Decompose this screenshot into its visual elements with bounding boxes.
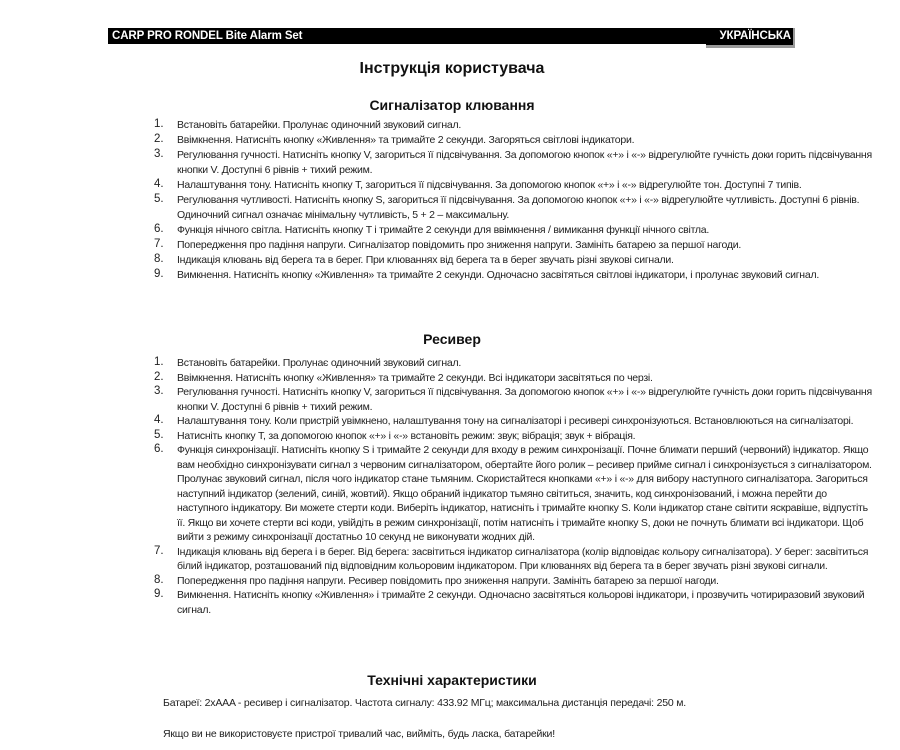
instruction-item [108, 268, 872, 283]
language-field [706, 28, 795, 48]
instruction-text: Вимкнення. Натисніть кнопку «Живлення» та тримайте 2 секунди. Одночасно засвітяться світлові індикатори, і пролунає звуковий сигнал. [177, 269, 819, 281]
instruction-text: Ввімкнення. Натисніть кнопку «Живлення» та тримайте 2 секунди. Всі індикатори засвітяться по черзі. [177, 371, 653, 384]
section-heading-receiver: Ресивер [423, 331, 481, 347]
instruction-item [108, 148, 872, 178]
instruction-text: Функція синхронізації. Натисніть кнопку S і тримайте 2 секунди для входу в режим синхронізації. Почне блимати перший (червоний) індикатор. Якщо вам необхідно синхронізувати сигнал з червоним сигналізатором, обертайте його ролик – ресивер прийме сигнал і синхронізується з сигналізатором. Пролунає звуковий сигнал, після чого індикатор стане тьмяним. Скористайтеся кнопками «+» і «-» для вибору наступного сигналізатора. Загориться наступний індикатор (зелений, синій, жовтий). Якщо обраний індикатор тьмяно світиться, значить, код синхронізований, і можна перейти до наступного індикатору. Ви можете стерти коди. Виберіть індикатор, натисніть і тримайте кнопку S. Коли індикатор стане світити яскравіше, відпустіть її. Якщо ви хочете стерти всі коди, увійдіть в режим синхронізації, потім натисніть і тримайте кнопку S, доки не почнуть блимати всі індикатори. Щоб вийти з режиму синхронізації достатньо 10 секунд не виконувати жодних дій. [177, 444, 872, 543]
instruction-number: 4. [154, 178, 164, 190]
instruction-item [108, 238, 872, 253]
instruction-number: 8. [154, 253, 164, 265]
instruction-item [108, 178, 872, 193]
instruction-item [108, 588, 872, 617]
instruction-number: 4. [154, 414, 164, 426]
instruction-text: Функція нічного світла. Натисніть кнопку T і тримайте 2 секунди для ввімкнення / вимикання функції нічного світла. [177, 224, 710, 236]
instruction-item [108, 253, 872, 268]
section-heading-bite-alarm: Сигналізатор клювання [369, 97, 535, 113]
instruction-number: 5. [154, 193, 164, 205]
instruction-number: 1. [154, 356, 164, 368]
instruction-number: 3. [154, 148, 164, 160]
specs-paragraph: Батареї: 2xAAA - ресивер і сигналізатор. Частота сигналу: 433.92 МГц; максимальна дистанція передачі: 250 м. [163, 697, 686, 709]
instruction-number: 8. [154, 573, 164, 586]
section-heading-specs: Технічні характеристики [367, 672, 537, 688]
instruction-text: Натисніть кнопку T, за допомогою кнопок «+» і «-» встановіть режим: звук; вібрація; звук + вібрація. [177, 429, 636, 442]
instruction-number: 9. [154, 588, 164, 600]
instruction-number: 2. [154, 133, 164, 145]
product-title: CARP PRO RONDEL Bite Alarm Set [112, 30, 303, 42]
instruction-number: 5. [154, 428, 164, 441]
instruction-item [108, 193, 872, 223]
instruction-text: Ввімкнення. Натисніть кнопку «Живлення» та тримайте 2 секунди. Загоряться світлові індикатори. [177, 134, 635, 146]
instruction-text: Налаштування тону. Коли пристрій увімкнено, налаштування тону на сигналізаторі і ресивері синхронізуються. Встановлюються на сигналізаторі. [177, 415, 854, 427]
instruction-text: Індикація клювань від берега і в берег. Від берега: засвітиться індикатор сигналізатора (колір відповідає кольору сигналізатора). У берег: засвітиться білий індикатор, розташований під відповідним кольоровим індикатором. При клюваннях від берега та в берег звучать різні звукові сигнали. [177, 545, 869, 572]
battery-warning-paragraph: Якщо ви не використовуєте пристрої тривалий час, вийміть, будь ласка, батарейки! [163, 728, 555, 740]
instruction-item [108, 356, 872, 371]
instruction-item [108, 133, 872, 148]
instruction-item [108, 429, 872, 444]
instruction-text: Попередження про падіння напруги. Сигналізатор повідомить про зниження напруги. Замініть батарею за першої нагоди. [177, 239, 741, 251]
instruction-number: 3. [154, 385, 164, 397]
header-bar [108, 28, 795, 44]
instruction-number: 6. [154, 443, 164, 455]
instruction-number: 7. [154, 544, 164, 557]
instruction-number: 6. [154, 223, 164, 235]
instruction-item [108, 443, 872, 545]
bite-alarm-instructions-list [108, 118, 872, 283]
instruction-text: Регулювання гучності. Натисніть кнопку V, загориться її підсвічування. За допомогою кнопок «+» і «-» відрегулюйте гучність доки горить підсвічування кнопки V. Доступні 6 рівнів + тихий режим. [177, 149, 872, 176]
instruction-text: Налаштування тону. Натисніть кнопку T, загориться її підсвічування. За допомогою кнопок «+» і «-» відрегулюйте тон. Доступні 7 типів. [177, 179, 802, 191]
instruction-text: Встановіть батарейки. Пролунає одиночний звуковий сигнал. [177, 119, 462, 131]
instruction-number: 7. [154, 238, 164, 250]
receiver-instructions-list [108, 356, 872, 617]
instruction-number: 1. [154, 118, 164, 130]
instruction-item [108, 385, 872, 414]
instruction-item [108, 371, 872, 386]
instruction-number: 2. [154, 370, 164, 383]
page-title: Інструкція користувача [359, 60, 545, 77]
instruction-text: Регулювання чутливості. Натисніть кнопку S, загориться її підсвічування. За допомогою кнопок «+» і «-» відрегулюйте чутливість. Доступні 6 рівнів. Одиночний сигнал означає мінімальну чутливість, 5 + 2 – максимальну. [177, 194, 860, 221]
instruction-item [108, 118, 872, 133]
instruction-number: 9. [154, 268, 164, 280]
instruction-text: Попередження про падіння напруги. Ресивер повідомить про зниження напруги. Замініть батарею за першої нагоди. [177, 574, 719, 587]
instruction-text: Вимкнення. Натисніть кнопку «Живлення» і тримайте 2 секунди. Одночасно засвітяться кольорові індикатори, і прозвучить чотириразовий звуковий сигнал. [177, 589, 865, 616]
instruction-text: Регулювання гучності. Натисніть кнопку V, загориться її підсвічування. За допомогою кнопок «+» і «-» відрегулюйте гучність доки горить підсвічування кнопки V. Доступні 6 рівнів + тихий режим. [177, 386, 872, 413]
instruction-item [108, 414, 872, 429]
instruction-text: Встановіть батарейки. Пролунає одиночний звуковий сигнал. [177, 357, 462, 369]
instruction-text: Індикація клювань від берега та в берег. При клюваннях від берега та в берег звучать різні звукові сигнали. [177, 254, 674, 266]
instruction-item [108, 545, 872, 574]
instruction-item [108, 574, 872, 589]
instruction-item [108, 223, 872, 238]
language-label: УКРАЇНСЬКА [719, 30, 791, 42]
